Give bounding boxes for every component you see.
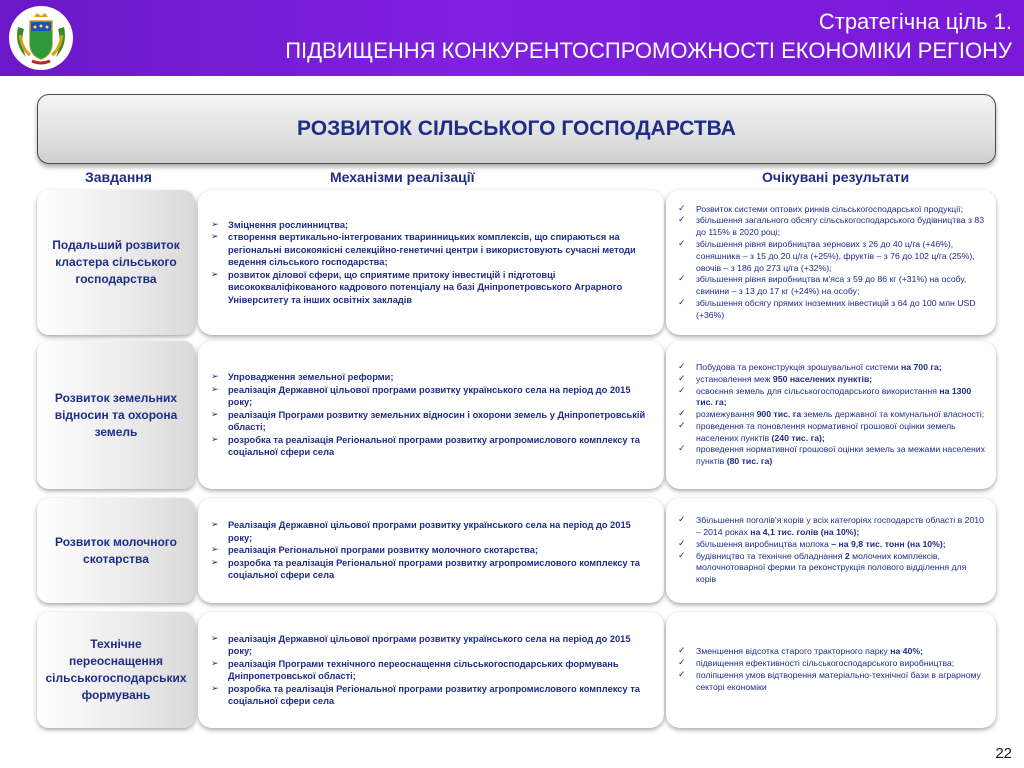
result-item [674, 539, 988, 551]
result-item [674, 421, 988, 445]
mechanism-item: ➢ розробка та реалізація Регіональної програми розвитку агропромислового комплексу та соціальної сфери села [208, 434, 654, 459]
result-text: збільшення виробництва молока [696, 538, 832, 549]
column-header-results: Очікувані результати [762, 169, 910, 185]
mechanism-item: ➢ реалізація Державної цільової програми розвитку українського села на період до 2015 року; [208, 633, 654, 658]
task-cell [37, 498, 195, 603]
goal-subtitle: ПІДВИЩЕННЯ КОНКУРЕНТОСПРОМОЖНОСТІ ЕКОНОМІКИ РЕГІОНУ [285, 38, 1012, 63]
results-list [674, 204, 988, 322]
result-text: проведення нормативної грошової оцінки земель за межами населених пунктів [696, 444, 985, 467]
mechanisms-list [208, 519, 654, 582]
result-text: на 4,1 тис. голів (на 10%); [750, 526, 860, 537]
result-text: установлення меж [696, 373, 773, 384]
task-cell [37, 612, 195, 728]
page-number: 22 [995, 745, 1012, 762]
result-text: збільшення рівня виробництва зернових з 26 до 40 ц/га (+46%), соняшника – з 15 до 20 ц/га (+25%), фруктів – з 76 до 102 ц/га (25%), овочів – з 186 до 273 ц/га (+32%); [696, 238, 975, 273]
result-item [674, 274, 988, 298]
result-text: на 40%; [890, 646, 923, 657]
results-list [674, 646, 988, 693]
result-text: збільшення рівня виробництва м'яса з 59 до 86 кг (+31%) на особу, свинини – з 13 до 17 кг (+24%) на особу; [696, 274, 967, 297]
mechanism-item: ➢ розробка та реалізація Регіональної програми розвитку агропромислового комплексу та соціальної сфери села [208, 683, 654, 708]
result-text: збільшення обсягу прямих іноземних інвестицій з 64 до 100 млн USD (+36%) [696, 297, 976, 320]
result-text: молочних комплексів, молочнотоварної ферми та реконструкція полового відділення для корів [696, 550, 967, 585]
mechanisms-cell [198, 341, 664, 489]
section-title: РОЗВИТОК СІЛЬСЬКОГО ГОСПОДАРСТВА [297, 117, 736, 140]
mechanism-item: ➢ реалізація Регіональної програми розвитку молочного скотарства; [208, 544, 654, 557]
mechanism-item: ➢ реалізація Програми технічного переоснащення сільськогосподарських формувань Дніпропетровської області; [208, 658, 654, 683]
result-item [674, 409, 988, 421]
mechanisms-list [208, 633, 654, 708]
result-item [674, 298, 988, 322]
result-text: Розвиток системи оптових ринків сільськогосподарської продукції; [696, 203, 963, 214]
result-text: (240 тис. га); [771, 432, 825, 443]
result-text: Зменшення відсотка старого тракторного парку [696, 646, 891, 657]
task-label: Подальший розвиток кластера сільського господарства [52, 238, 180, 286]
result-item [674, 670, 988, 694]
task-label: Розвиток молочного скотарства [55, 534, 177, 566]
column-header-mechanisms: Механізми реалізації [330, 169, 475, 185]
mechanisms-cell [198, 190, 664, 335]
result-text: проведення та поновлення нормативної грошової оцінки земель населених пунктів [696, 420, 956, 443]
result-text: підвищення ефективності сільськогосподарського виробництва; [696, 658, 955, 669]
result-text: (80 тис. га) [726, 456, 773, 467]
result-text: будівництво та технічне обладнання [696, 550, 845, 561]
results-cell [666, 341, 996, 489]
result-text: освоєння земель для сільськогосподарського використання [696, 385, 940, 396]
results-cell [666, 190, 996, 335]
results-list [674, 362, 988, 468]
goal-title: Стратегічна ціль 1. [818, 9, 1012, 34]
result-text: Збільшення поголів'я корів у всіх категоріях господарств області в 2010 – 2014 роках [696, 515, 984, 537]
results-cell [666, 498, 996, 603]
result-item [674, 386, 988, 410]
result-text: 900 тис. га [756, 409, 802, 420]
column-header-tasks: Завдання [85, 169, 152, 185]
mechanisms-cell [198, 498, 664, 603]
mechanism-item: ➢ розвиток ділової сфери, що сприятиме притоку інвестицій і підготовці висококваліфікованого кадрового потенціалу на базі Дніпропетровського Аграрного Університету та інших освітніх закладів [208, 269, 654, 307]
result-text: Побудова та реконструкція зрошувальної системи [696, 361, 901, 372]
result-text: – на 9,8 тис. тонн (на 10%); [831, 538, 946, 549]
result-item [674, 646, 988, 658]
section-banner [37, 94, 996, 164]
mechanism-item: ➢ реалізація Програми розвитку земельних відносин і охорони земель у Дніпропетровській області; [208, 409, 654, 434]
results-list [674, 515, 988, 586]
mechanisms-list [208, 219, 654, 307]
mechanism-item: ➢ Упровадження земельної реформи; [208, 371, 654, 384]
mechanisms-list [208, 371, 654, 459]
task-label: Розвиток земельних відносин та охорона земель [54, 390, 178, 439]
result-item [674, 658, 988, 670]
mechanism-item: ➢ розробка та реалізація Регіональної програми розвитку агропромислового комплексу та соціальної сфери села [208, 557, 654, 582]
result-item [674, 444, 988, 468]
mechanisms-cell [198, 612, 664, 728]
result-text: збільшення загального обсягу сільськогосподарського будівництва з 83 до 115% в 2020 році; [696, 215, 985, 238]
result-text: земель державної та комунальної власності; [801, 409, 985, 420]
result-item [674, 204, 988, 216]
result-text: поліпшення умов відтворення матеріально-технічної бази в аграрному секторі економіки [696, 670, 981, 692]
header-bar [0, 0, 1024, 76]
results-cell [666, 612, 996, 728]
task-label: Технічне переоснащення сільськогосподарських формувань [45, 637, 187, 702]
result-item [674, 239, 988, 274]
result-text: 950 населених пунктів; [772, 373, 873, 384]
task-cell [37, 341, 195, 489]
result-item [674, 551, 988, 586]
task-cell [37, 190, 195, 335]
result-text: на 700 га; [900, 361, 942, 372]
mechanism-item: ➢ Реалізація Державної цільової програми розвитку українського села на період до 2015 року; [208, 519, 654, 544]
mechanism-item: ➢ створення вертикально-інтегрованих тваринницьких комплексів, що спираються на регіональні високоякісні селекційно-генетичні центри і використовують сучасні методи ведення сільського господарства; [208, 231, 654, 269]
result-item [674, 215, 988, 239]
result-text: 2 [844, 550, 850, 561]
result-text: розмежування [696, 409, 757, 420]
mechanism-item: ➢ Зміцнення рослинництва; [208, 219, 654, 232]
result-item [674, 374, 988, 386]
coat-of-arms-icon [8, 5, 74, 71]
result-text: на 1300 тис. га; [696, 385, 972, 408]
mechanism-item: ➢ реалізація Державної цільової програми розвитку українського села на період до 2015 року; [208, 384, 654, 409]
result-item [674, 515, 988, 539]
result-item [674, 362, 988, 374]
